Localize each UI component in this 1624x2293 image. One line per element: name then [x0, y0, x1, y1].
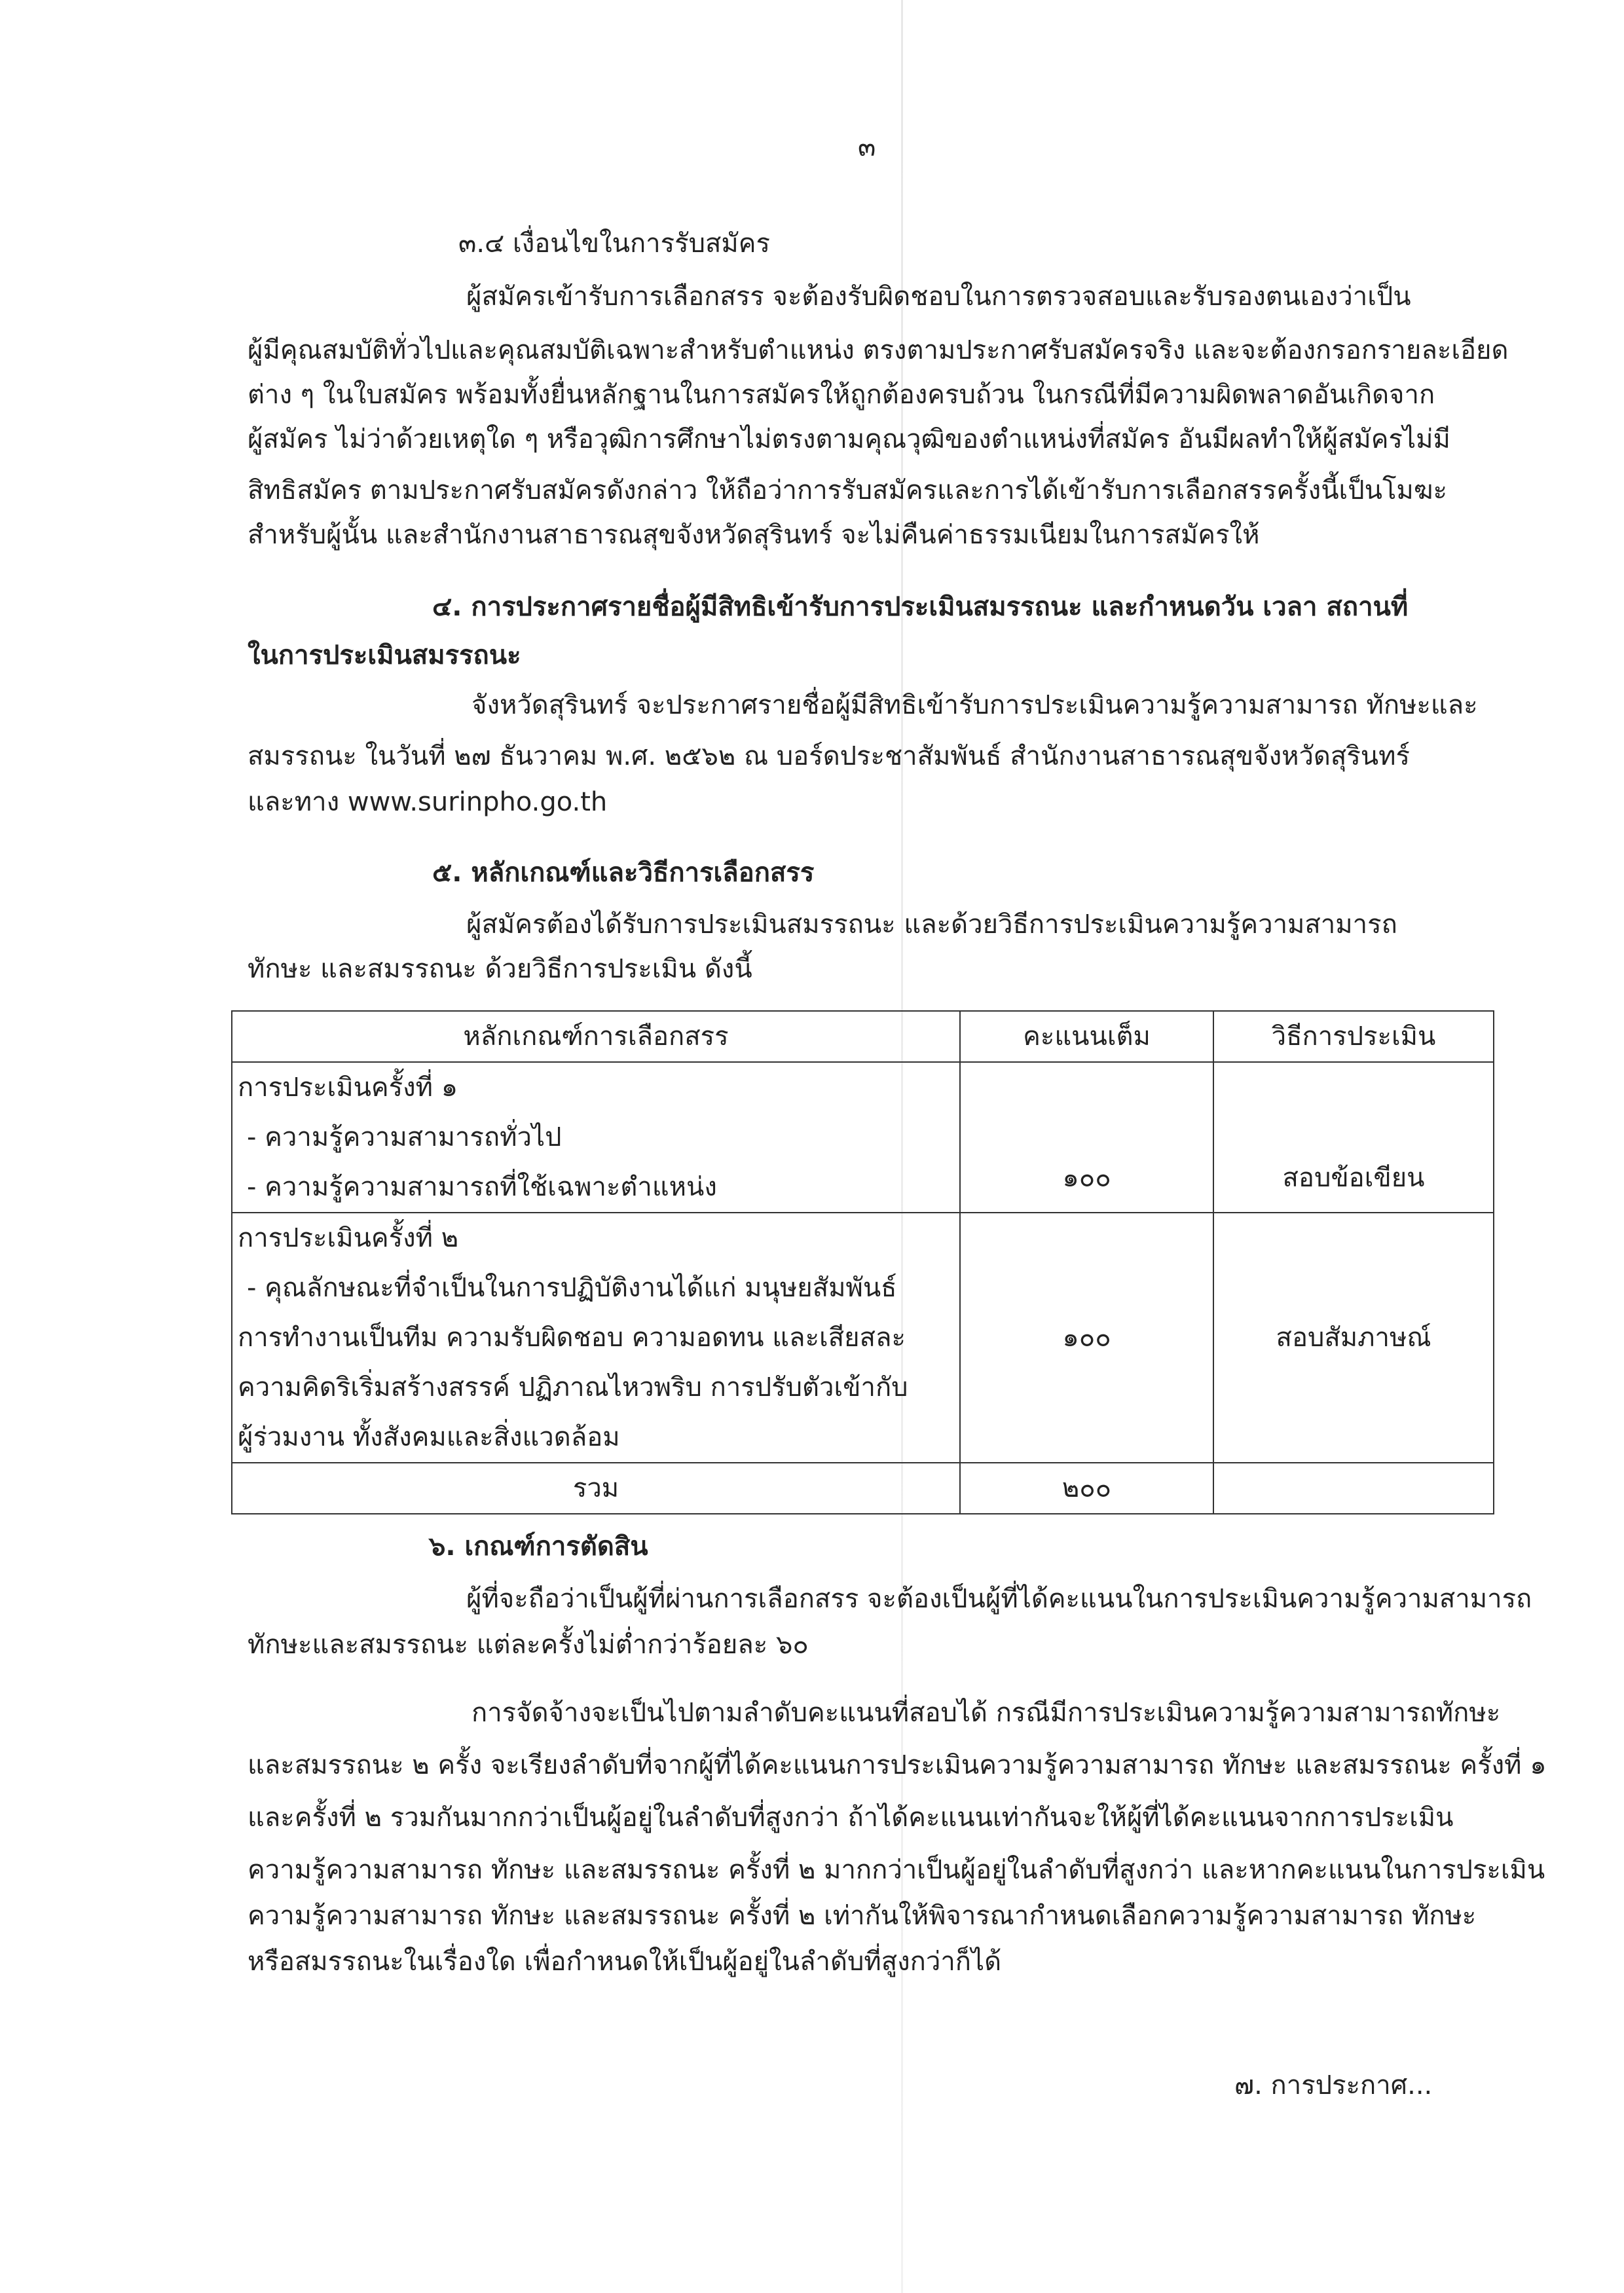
table-row	[232, 1062, 1494, 1213]
criteria-cell	[232, 1213, 960, 1463]
score-cell: ๑๐๐	[960, 1213, 1213, 1463]
section-3-4-line: สำหรับผู้นั้น และสำนักงานสาธารณสุขจังหวัดสุรินทร์ จะไม่คืนค่าธรรมเนียมในการสมัครให้	[248, 520, 1260, 550]
table-row	[232, 1213, 1494, 1463]
criteria-line: การประเมินครั้งที่ ๑	[238, 1073, 458, 1103]
criteria-table	[231, 1010, 1494, 1514]
section-4-line: และทาง www.surinpho.go.th	[248, 787, 608, 817]
criteria-line: - ความรู้ความสามารถทั่วไป	[247, 1122, 562, 1152]
section-6-para1-line: ทักษะและสมรรถนะ แต่ละครั้งไม่ต่ำกว่าร้อยละ ๖๐	[248, 1630, 809, 1660]
page-number: ๓	[858, 132, 876, 162]
criteria-line: การทำงานเป็นทีม ความรับผิดชอบ ความอดทน และเสียสละ	[238, 1323, 906, 1353]
section-6-para1-line: ผู้ที่จะถือว่าเป็นผู้ที่ผ่านการเลือกสรร จะต้องเป็นผู้ที่ได้คะแนนในการประเมินความรู้ความสามารถ	[466, 1584, 1532, 1614]
section-5-heading: ๕. หลักเกณฑ์และวิธีการเลือกสรร	[432, 858, 815, 888]
method-cell: สอบสัมภาษณ์	[1213, 1213, 1494, 1463]
section-4-line: สมรรถนะ ในวันที่ ๒๗ ธันวาคม พ.ศ. ๒๕๖๒ ณ บอร์ดประชาสัมพันธ์ สำนักงานสาธารณสุขจังหวัดสุรินทร์	[248, 741, 1410, 771]
criteria-line: - ความรู้ความสามารถที่ใช้เฉพาะตำแหน่ง	[247, 1172, 717, 1202]
section-6-para2-line: การจัดจ้างจะเป็นไปตามลำดับคะแนนที่สอบได้ กรณีมีการประเมินความรู้ความสามารถทักษะ	[471, 1698, 1501, 1728]
section-3-4-line: ผู้มีคุณสมบัติทั่วไปและคุณสมบัติเฉพาะสำหรับตำแหน่ง ตรงตามประกาศรับสมัครจริง และจะต้องกรอกรายละเอียด	[248, 335, 1509, 365]
section-3-4-heading: ๓.๔ เงื่อนไขในการรับสมัคร	[458, 229, 771, 259]
total-label: รวม	[232, 1463, 960, 1514]
section-3-4-line: ต่าง ๆ ในใบสมัคร พร้อมทั้งยื่นหลักฐานในการสมัครให้ถูกต้องครบถ้วน ในกรณีที่มีความผิดพลาดอันเกิดจาก	[248, 380, 1435, 410]
method-cell: สอบข้อเขียน	[1213, 1062, 1494, 1213]
section-5-line: ผู้สมัครต้องได้รับการประเมินสมรรถนะ และด้วยวิธีการประเมินความรู้ความสามารถ	[466, 909, 1397, 940]
section-6-para2-line: และครั้งที่ ๒ รวมกันมากกว่าเป็นผู้อยู่ในลำดับที่สูงกว่า ถ้าได้คะแนนเท่ากันจะให้ผู้ที่ได้คะแนนจากการประเมิน	[248, 1803, 1454, 1833]
criteria-line: ความคิดริเริ่มสร้างสรรค์ ปฏิภาณไหวพริบ การปรับตัวเข้ากับ	[238, 1372, 908, 1403]
table-header: คะแนนเต็ม	[960, 1011, 1213, 1062]
criteria-line: การประเมินครั้งที่ ๒	[238, 1223, 459, 1253]
table-total-row	[232, 1463, 1494, 1514]
table-header: หลักเกณฑ์การเลือกสรร	[232, 1011, 960, 1062]
criteria-cell	[232, 1062, 960, 1213]
criteria-line: - คุณลักษณะที่จำเป็นในการปฏิบัติงานได้แก่ มนุษยสัมพันธ์	[247, 1273, 897, 1303]
section-6-para2-line: หรือสมรรถนะในเรื่องใด เพื่อกำหนดให้เป็นผู้อยู่ในลำดับที่สูงกว่าก็ได้	[248, 1947, 1002, 1977]
section-4-line: จังหวัดสุรินทร์ จะประกาศรายชื่อผู้มีสิทธิเข้ารับการประเมินความรู้ความสามารถ ทักษะและ	[471, 690, 1478, 720]
table-header-row	[232, 1011, 1494, 1062]
section-6-para2-line: และสมรรถนะ ๒ ครั้ง จะเรียงลำดับที่จากผู้ที่ได้คะแนนการประเมินความรู้ความสามารถ ทักษะ และสมรรถนะ ครั้งที่ ๑	[248, 1750, 1547, 1780]
section-5-line: ทักษะ และสมรรถนะ ด้วยวิธีการประเมิน ดังนี้	[248, 954, 752, 984]
section-6-para2-line: ความรู้ความสามารถ ทักษะ และสมรรถนะ ครั้งที่ ๒ มากกว่าเป็นผู้อยู่ในลำดับที่สูงกว่า และหากคะแนนในการประเมิน	[248, 1855, 1545, 1885]
section-3-4-line: สิทธิสมัคร ตามประกาศรับสมัครดังกล่าว ให้ถือว่าการรับสมัครและการได้เข้ารับการเลือกสรรครั้งนี้เป็นโมฆะ	[248, 475, 1447, 505]
score-cell: ๑๐๐	[960, 1062, 1213, 1213]
section-4-heading-cont: ในการประเมินสมรรถนะ	[248, 640, 521, 670]
section-3-4-line: ผู้สมัครเข้ารับการเลือกสรร จะต้องรับผิดชอบในการตรวจสอบและรับรองตนเองว่าเป็น	[466, 282, 1411, 312]
total-method-empty	[1213, 1463, 1494, 1514]
total-score: ๒๐๐	[960, 1463, 1213, 1514]
section-6-heading: ๖. เกณฑ์การตัดสิน	[429, 1532, 648, 1562]
table-header: วิธีการประเมิน	[1213, 1011, 1494, 1062]
section-3-4-line: ผู้สมัคร ไม่ว่าด้วยเหตุใด ๆ หรือวุฒิการศึกษาไม่ตรงตามคุณวุฒิของตำแหน่งที่สมัคร อันมีผลทำให้ผู้สมัครไม่มี	[248, 424, 1450, 454]
continuation-footer: ๗. การประกาศ...	[1234, 2070, 1433, 2100]
criteria-line: ผู้ร่วมงาน ทั้งสังคมและสิ่งแวดล้อม	[238, 1422, 620, 1452]
section-6-para2-line: ความรู้ความสามารถ ทักษะ และสมรรถนะ ครั้งที่ ๒ เท่ากันให้พิจารณากำหนดเลือกความรู้ความสามารถ ทักษะ	[248, 1901, 1477, 1931]
section-4-heading: ๔. การประกาศรายชื่อผู้มีสิทธิเข้ารับการประเมินสมรรถนะ และกำหนดวัน เวลา สถานที่	[432, 592, 1409, 622]
